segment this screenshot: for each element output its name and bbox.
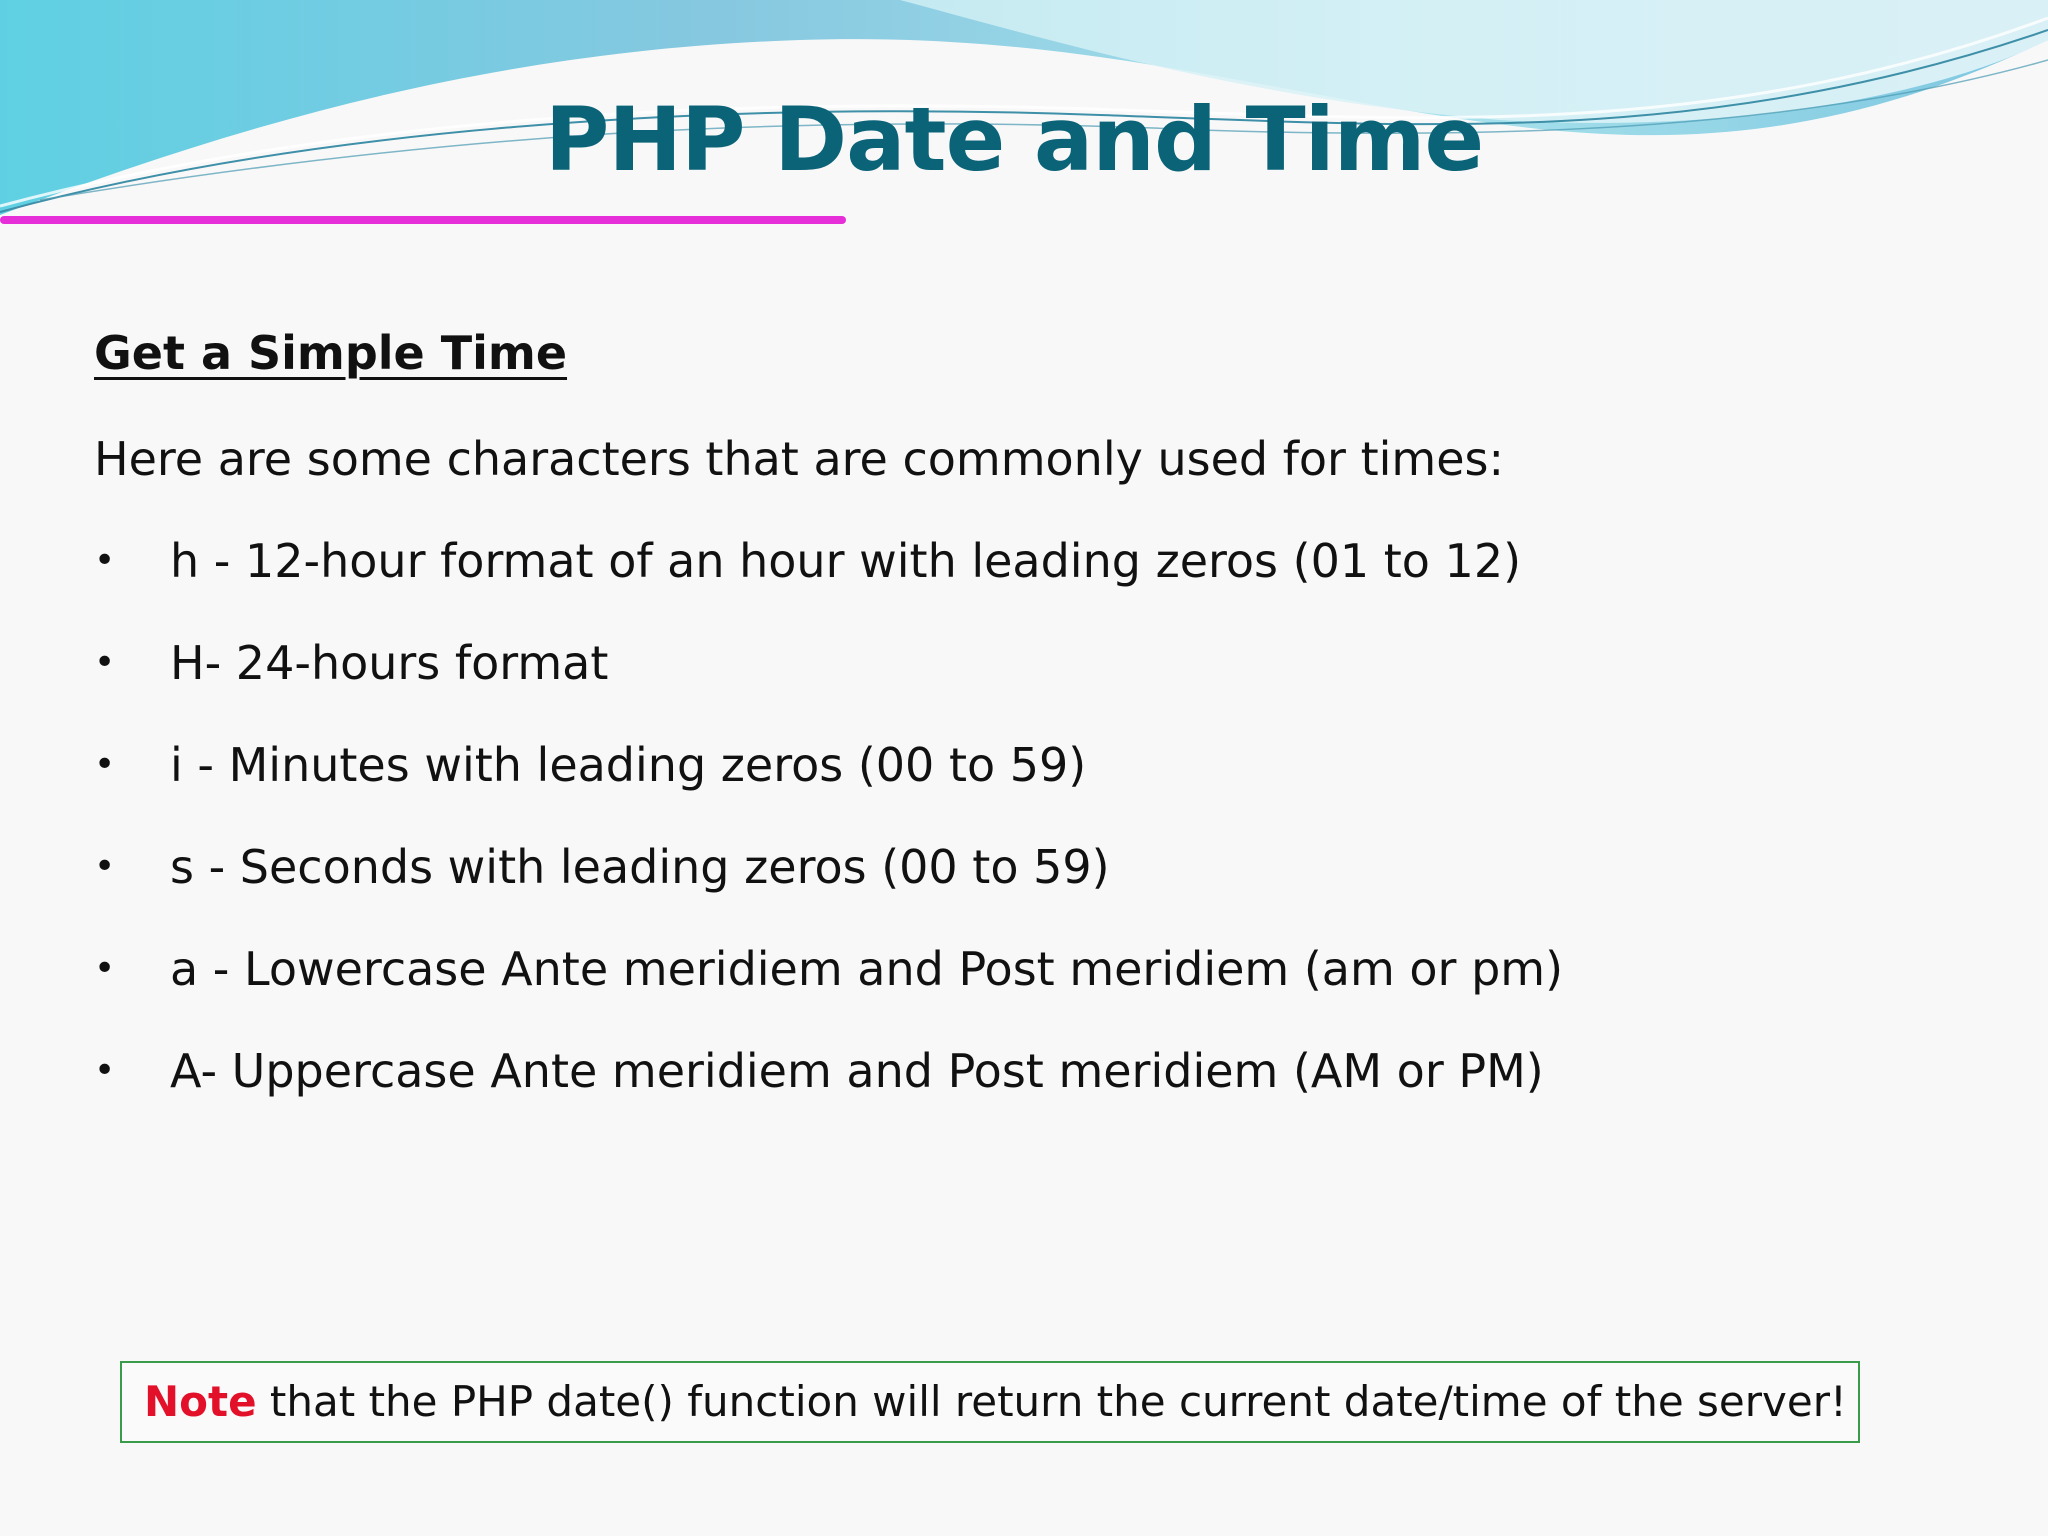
list-item <box>94 834 1894 900</box>
slide-title-text: PHP Date and Time <box>544 88 1484 191</box>
list-item-text: h - 12-hour format of an hour with leading zeros (01 to 12) <box>170 534 1522 588</box>
list-item-text: s - Seconds with leading zeros (00 to 59) <box>170 840 1110 894</box>
list-item <box>94 732 1894 798</box>
list-item <box>94 630 1894 696</box>
section-subheading: Get a Simple Time <box>94 326 568 380</box>
note-text: that the PHP date() function will return the current date/time of the server! <box>256 1377 1847 1426</box>
bullet-icon: • <box>94 744 116 785</box>
intro-text: Here are some characters that are commonly used for times: <box>94 432 1504 486</box>
bullet-icon: • <box>94 1050 116 1091</box>
note-keyword: Note <box>144 1377 257 1426</box>
list-item-text: a - Lowercase Ante meridiem and Post meridiem (am or pm) <box>170 942 1564 996</box>
list-item-text: A- Uppercase Ante meridiem and Post meridiem (AM or PM) <box>170 1044 1544 1098</box>
slide-content <box>94 320 1894 1140</box>
slide-title <box>0 88 2048 191</box>
list-item <box>94 1038 1894 1104</box>
note-callout-box <box>120 1361 1860 1443</box>
list-item-text: i - Minutes with leading zeros (00 to 59) <box>170 738 1087 792</box>
format-character-list <box>94 528 1894 1104</box>
list-item <box>94 936 1894 1002</box>
list-item-text: H- 24-hours format <box>170 636 609 690</box>
bullet-icon: • <box>94 846 116 887</box>
bullet-icon: • <box>94 540 116 581</box>
bullet-icon: • <box>94 642 116 683</box>
title-accent-bar <box>0 216 846 224</box>
list-item <box>94 528 1894 594</box>
bullet-icon: • <box>94 948 116 989</box>
